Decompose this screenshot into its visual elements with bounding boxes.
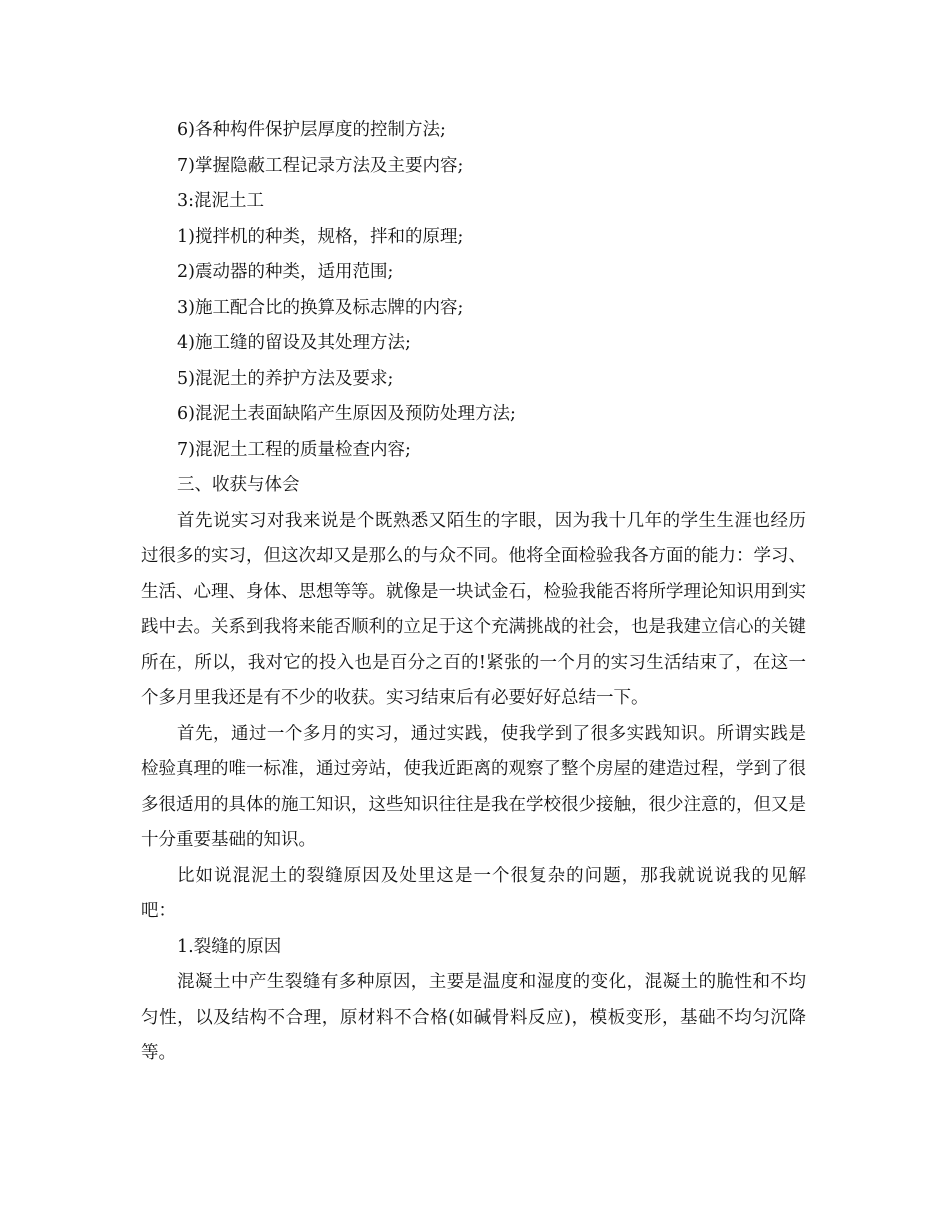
- list-item: 1)搅拌机的种类，规格，拌和的原理;: [177, 226, 464, 247]
- paragraph-practice: 首先，通过一个多月的实习，通过实践，使我学到了很多实践知识。所谓实践是检验真理的唯一标准，通过旁站，使我近距离的观察了整个房屋的建造过程，学到了很多很适用的具体的施工知识，这些知识往往是我在学校很少接触，很少注意的，但又是十分重要基础的知识。: [141, 723, 806, 850]
- section-heading: 3:混泥土工: [177, 191, 265, 211]
- paragraph-harvest: 首先说实习对我来说是个既熟悉又陌生的字眼，因为我十几年的学生生涯也经历过很多的实习，但这次却又是那么的与众不同。他将全面检验我各方面的能力：学习、生活、心理、身体、思想等等。就像是一块试金石，检验我能否将所学理论知识用到实践中去。关系到我将来能否顺利的立足于这个充满挑战的社会，也是我建立信心的关键所在，所以，我对它的投入也是百分之百的!紧张的一个月的实习生活结束了，在这一个多月里我还是有不少的收获。实习结束后有必要好好总结一下。: [141, 510, 806, 708]
- list-item: 2)震动器的种类，适用范围;: [177, 262, 394, 282]
- paragraph-crack-causes: 混凝土中产生裂缝有多种原因，主要是温度和湿度的变化，混凝土的脆性和不均匀性，以及结构不合理，原材料不合格(如碱骨料反应)，模板变形，基础不均匀沉降等。: [141, 972, 806, 1063]
- list-item: 6)各种构件保护层厚度的控制方法;: [177, 120, 446, 140]
- list-item: 5)混泥土的养护方法及要求;: [177, 368, 394, 389]
- list-item: 4)施工缝的留设及其处理方法;: [177, 333, 411, 353]
- subheading-crack-causes: 1.裂缝的原因: [177, 936, 282, 957]
- list-item: 7)混泥土工程的质量检查内容;: [177, 439, 411, 460]
- list-item: 7)掌握隐蔽工程记录方法及主要内容;: [177, 155, 464, 176]
- paragraph-example: 比如说混泥土的裂缝原因及处里这是一个很复杂的问题，那我就说说我的见解吧：: [141, 865, 806, 921]
- document-body: [141, 113, 806, 1072]
- section-heading: 三、收获与体会: [177, 475, 300, 495]
- list-item: 6)混泥土表面缺陷产生原因及预防处理方法;: [177, 404, 516, 424]
- list-item: 3)施工配合比的换算及标志牌的内容;: [177, 297, 464, 318]
